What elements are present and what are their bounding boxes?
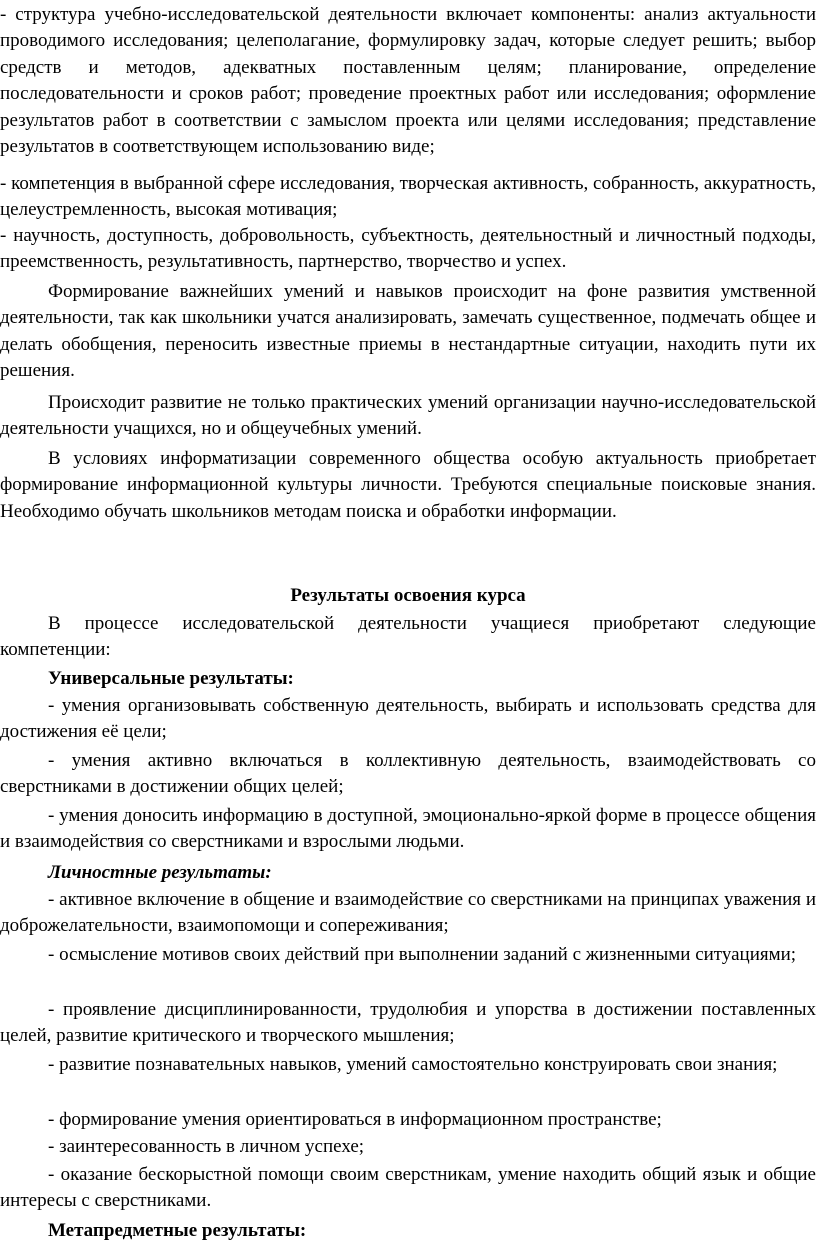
universal-results-heading: Универсальные результаты: [48, 668, 294, 689]
paragraph-development: Происходит развитие не только практических умений организации научно-исследовательской деятельности учащихся, но и общеучебных умений. [0, 392, 816, 440]
personal-item-7: - оказание бескорыстной помощи своим сверстникам, умение находить общий язык и общие интересы с сверстниками. [0, 1164, 816, 1212]
personal-item-2: - осмысление мотивов своих действий при выполнении заданий с жизненными ситуациями; [48, 944, 797, 965]
intro-item-principles: - научность, доступность, добровольность, субъектность, деятельностный и личностный подходы, преемственность, результативность, партнерство, творчество и успех. [0, 225, 816, 273]
personal-item-1: - активное включение в общение и взаимодействие со сверстниками на принципах уважения и доброжелательности, взаимопомощи и сопереживания; [0, 889, 816, 937]
personal-item-4: - развитие познавательных навыков, умений самостоятельно конструировать свои знания; [48, 1054, 778, 1075]
personal-item-3: - проявление дисциплинированности, трудолюбия и упорства в достижении поставленных целей, развитие критического и творческого мышления; [0, 999, 816, 1047]
personal-item-5: - формирование умения ориентироваться в информационном пространстве; [48, 1109, 662, 1130]
personal-item-6: - заинтересованность в личном успехе; [48, 1136, 365, 1157]
section-title: Результаты освоения курса [290, 585, 526, 606]
paragraph-informatization: В условиях информатизации современного общества особую актуальность приобретает формирование информационной культуры личности. Требуются специальные поисковые знания. Необходимо обучать школьников методам поиска и обработки информации. [0, 448, 816, 522]
intro-item-competence: - компетенция в выбранной сфере исследования, творческая активность, собранность, аккуратность, целеустремленность, высокая мотивация; [0, 173, 816, 221]
meta-results-heading: Метапредметные результаты: [48, 1220, 307, 1241]
section-intro: В процессе исследовательской деятельности учащиеся приобретают следующие компетенции: [0, 613, 816, 661]
paragraph-skills-formation: Формирование важнейших умений и навыков происходит на фоне развития умственной деятельности, так как школьники учатся анализировать, замечать существенное, подмечать общее и делать обобщения, переносить известные приемы в нестандартные ситуации, находить пути их решения. [0, 281, 816, 382]
universal-item-3: - умения доносить информацию в доступной, эмоционально-яркой форме в процессе общения и взаимодействия со сверстниками и взрослыми людьми. [0, 805, 816, 853]
universal-item-1: - умения организовывать собственную деятельность, выбирать и использовать средства для достижения её цели; [0, 695, 816, 743]
universal-item-2: - умения активно включаться в коллективную деятельность, взаимодействовать со сверстниками в достижении общих целей; [0, 750, 816, 798]
personal-results-heading: Личностные результаты: [48, 862, 272, 883]
intro-item-structure: - структура учебно-исследовательской деятельности включает компоненты: анализ актуальности проводимого исследования; целеполагание, формулировку задач, которые следует решить; выбор средств и методов, адекватных поставленным целям; планирование, определение последовательности и сроков работ; проведение проектных работ или исследования; оформление результатов работ в соответствии с замыслом проекта или целями исследования; представление результатов в соответствующем использованию виде; [0, 4, 816, 158]
